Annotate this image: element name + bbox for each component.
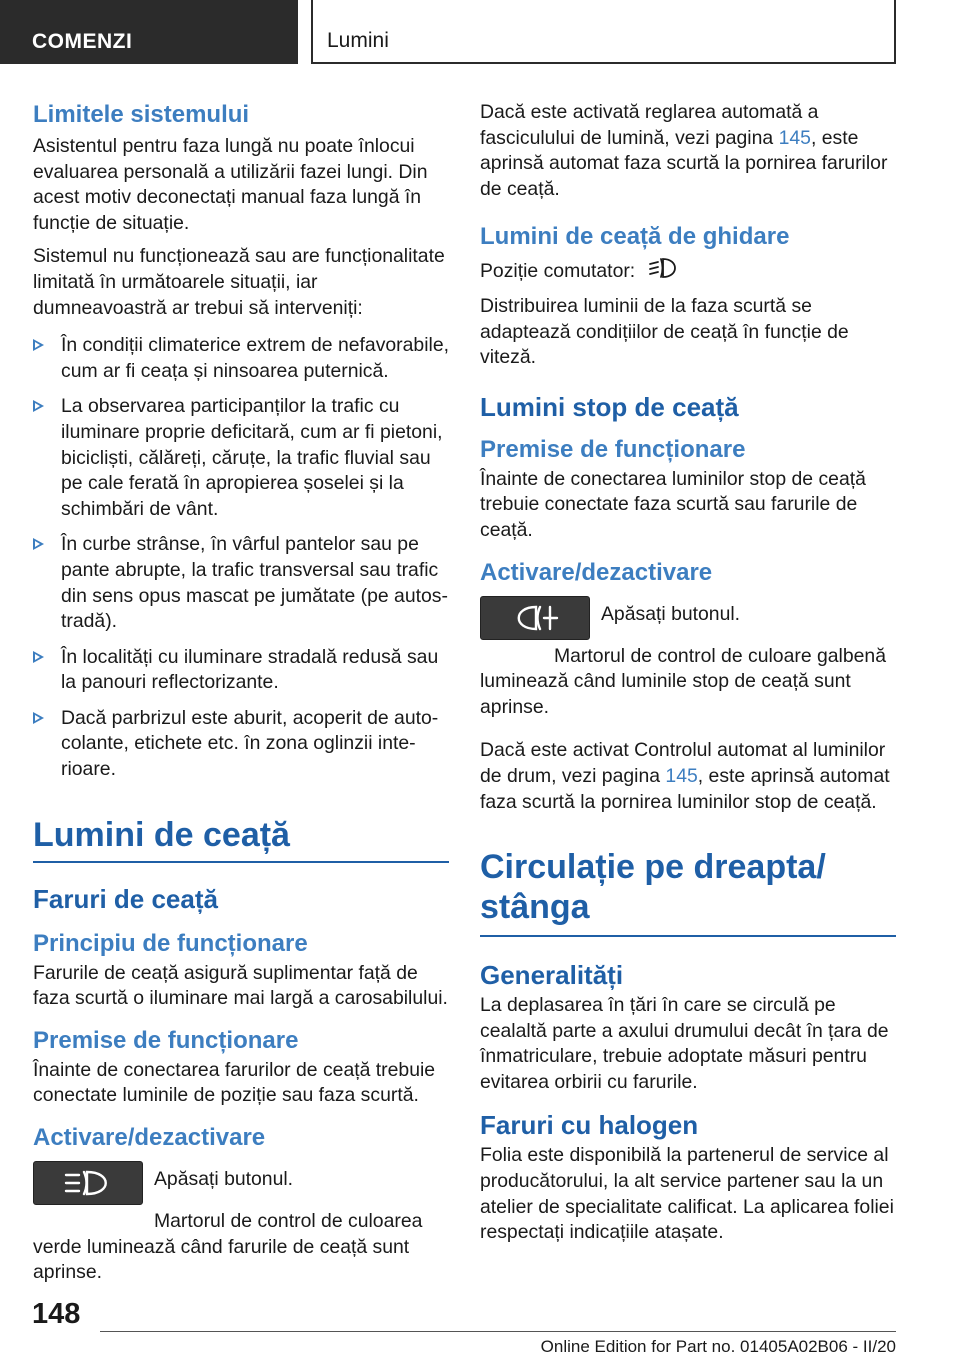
guide-fog-text: Distribuirea luminii de la faza scurtă se adaptează condițiilor de ceață în funcție de viteză. xyxy=(480,294,849,369)
left-column xyxy=(33,100,449,1286)
indicator-text: Martorul de control de culoarea verde luminează când farurile de ceață sunt aprinse. xyxy=(33,1210,423,1284)
triangle-bullet-icon xyxy=(33,400,44,412)
list-item: În localități cu iluminare stradală redusă sau la panouri reflectorizante. xyxy=(33,645,449,696)
rear-fog-light-icon xyxy=(480,596,590,640)
header-section-label: COMENZI xyxy=(32,30,133,53)
principle-heading: Principiu de funcționare xyxy=(33,929,308,957)
rear-activate-heading: Activare/dezactivare xyxy=(480,558,713,586)
list-item: La observarea participanților la trafic cu iluminare proprie deficitară, cum ar fi pietoni, bicicliști, călăreți, căruțe, la trafic fluvial sau pe cale ferată în apropierea șoselei și la schimbări de vânt. xyxy=(33,394,449,522)
rear-fog-button-row xyxy=(480,596,896,640)
traffic-side-heading: Circulație pe dreapta/ stânga xyxy=(480,848,826,927)
triangle-bullet-icon xyxy=(33,712,44,724)
limits-heading: Limitele sistemului xyxy=(33,101,250,128)
right-column xyxy=(480,100,896,1246)
rear-indicator-text: Martorul de control de culoare galbenă luminează când luminile stop de ceață sunt aprinse. xyxy=(480,644,886,718)
prereq-heading: Premise de funcționare xyxy=(33,1026,299,1054)
guide-fog-heading: Lumini de ceață de ghidare xyxy=(480,223,790,251)
rear-prereq-text: Înainte de conectarea luminilor stop de ceață trebuie conectate faza scurtă sau farurile de ceață. xyxy=(480,467,866,541)
halogen-text: Folia este disponibilă la partenerul de service al producătorului, la alt service partener sau la un atelier de specialitate calificat. La aplicarea foliei respectați indicațiile atașate. xyxy=(480,1144,894,1244)
page-link[interactable]: 145 xyxy=(665,764,698,787)
prereq-text: Înainte de conectarea farurilor de ceață trebuie conectate luminile de poziție sau faza scurtă. xyxy=(33,1058,436,1107)
triangle-bullet-icon xyxy=(33,651,44,663)
list-item: În condiții climaterice extrem de nefavorabile, cum ar fi ceața și ninsoarea puternică. xyxy=(33,333,449,384)
switch-position-line: Poziție comutator: xyxy=(480,256,896,288)
header-section-tab xyxy=(0,0,298,64)
auto-beam-paragraph: Dacă este activată reglarea automată a fasciculului de lumină, vezi pagina 145, este aprinsă automat faza scurtă la pornirea farurilor de ceață. xyxy=(480,101,888,200)
rear-prereq-heading: Premise de funcționare xyxy=(480,435,746,463)
halogen-heading: Faruri cu halogen xyxy=(480,1110,699,1141)
page-number: 148 xyxy=(32,1298,81,1330)
front-fog-button-row xyxy=(33,1161,449,1205)
list-item: Dacă parbrizul este aburit, acoperit de autocolante, etichete etc. în zona oglinzii interioare. xyxy=(33,706,449,783)
fog-guide-light-icon xyxy=(647,256,681,288)
heading-rule xyxy=(480,935,896,937)
press-button-text: Apăsați butonul. xyxy=(154,1168,294,1191)
general-text: La deplasarea în țări în care se circulă pe cealaltă parte a axului drumului decât în țara de înmatriculare, trebuie adoptate măsuri pentru evitarea orbirii cu farurile. xyxy=(480,994,889,1093)
front-fog-light-icon xyxy=(33,1161,143,1205)
heading-rule xyxy=(33,861,449,863)
front-fog-heading: Faruri de ceață xyxy=(33,883,218,914)
header-chapter-tab xyxy=(311,0,896,64)
principle-text: Farurile de ceață asigură suplimentar față de faza scurtă o iluminare mai largă a carosabilului. xyxy=(33,961,448,1010)
triangle-bullet-icon xyxy=(33,339,44,351)
fog-lights-heading: Lumini de ceață xyxy=(33,815,290,854)
header-chapter-label: Lumini xyxy=(327,29,389,52)
footer-rule xyxy=(100,1331,896,1332)
rear-fog-heading: Lumini stop de ceață xyxy=(480,391,739,422)
activate-heading: Activare/dezactivare xyxy=(33,1124,266,1152)
limits-paragraph-2: Sistemul nu funcționează sau are funcționalitate limitată în următoarele situații, iar dumneavoastră ar trebui să interveniți: xyxy=(33,245,445,319)
page-link[interactable]: 145 xyxy=(778,126,811,149)
general-heading: Generalități xyxy=(480,960,624,991)
auto-light-paragraph: Dacă este activat Controlul automat al luminilor de drum, vezi pagina 145, este aprinsă automat faza scurtă la pornirea luminilor stop de ceață. xyxy=(480,739,890,813)
list-item: În curbe strânse, în vârful pantelor sau pe pante abrupte, la trafic transversal sau trafic din sens opus mascat pe jumătate (pe autostradă). xyxy=(33,532,449,634)
triangle-bullet-icon xyxy=(33,538,44,550)
edition-text: Online Edition for Part no. 01405A02B06 - II/20 xyxy=(540,1337,896,1356)
limits-paragraph-1: Asistentul pentru faza lungă nu poate înlocui evaluarea personală a utilizării fazei lungi. Din acest motiv deconectați manual faza lungă în funcție de situație. xyxy=(33,135,428,234)
rear-press-button-text: Apăsați butonul. xyxy=(601,602,741,625)
limits-bullet-list xyxy=(33,333,449,783)
